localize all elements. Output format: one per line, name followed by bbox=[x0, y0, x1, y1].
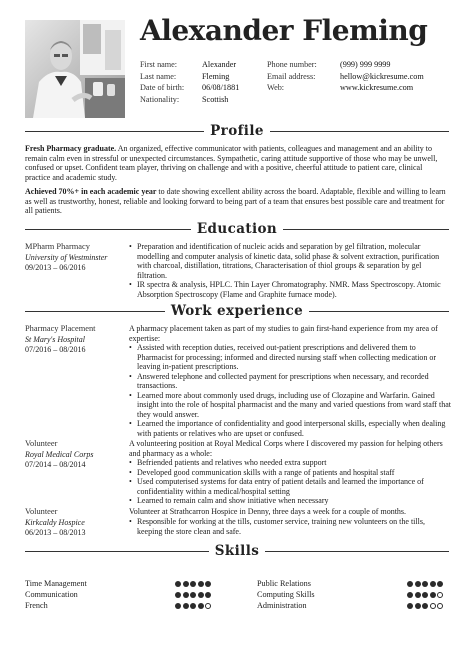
skill-rating bbox=[175, 592, 211, 598]
education-bullets bbox=[129, 242, 451, 299]
profile-highlight-2: Achieved 70%+ in each academic year bbox=[25, 187, 157, 196]
filled-dot-icon bbox=[205, 592, 211, 598]
filled-dot-icon bbox=[190, 592, 196, 598]
list-item: • Responsible for working at the tills, customer service, training new volunteers on the tills, keeping the store clean and safe. bbox=[129, 517, 451, 536]
empty-dot-icon bbox=[437, 603, 443, 609]
list-item: • Learned the importance of confidentiality and good interpersonal skills, especially when dealing with patients or relatives who are upset or confused. bbox=[129, 419, 451, 438]
date-of-birth-label: Date of birth: bbox=[140, 83, 185, 93]
skill-rating bbox=[407, 581, 443, 587]
skill-name: Communication bbox=[25, 589, 78, 599]
work-title: Work experience bbox=[165, 303, 309, 319]
job-dates: 07/2014 – 08/2014 bbox=[25, 460, 86, 469]
filled-dot-icon bbox=[175, 581, 181, 587]
email-label: Email address: bbox=[267, 71, 316, 81]
list-item: • Used computerised systems for data entry of patient details and learned the importance of confidentiality within a medical/hospital setting bbox=[129, 477, 451, 496]
skills-title: Skills bbox=[209, 543, 266, 559]
filled-dot-icon bbox=[437, 581, 443, 587]
candidate-name: Alexander Fleming bbox=[140, 14, 428, 47]
filled-dot-icon bbox=[407, 592, 413, 598]
first-name-label: First name: bbox=[140, 60, 178, 69]
empty-dot-icon bbox=[205, 603, 211, 609]
list-item: • Preparation and identification of nucleic acids and separation by gel filtration, molecular modelling and computer analysis of kinetic data, solid phase & solvent extraction, purification with charcoal, distillation, titrations, Characterisation of thiol groups & separation by gel filtration. bbox=[129, 242, 451, 280]
filled-dot-icon bbox=[183, 581, 189, 587]
filled-dot-icon bbox=[198, 581, 204, 587]
profile-paragraph-1 bbox=[25, 144, 449, 182]
filled-dot-icon bbox=[190, 603, 196, 609]
filled-dot-icon bbox=[430, 581, 436, 587]
filled-dot-icon bbox=[407, 603, 413, 609]
last-name-value: Fleming bbox=[202, 71, 230, 81]
job-title: Pharmacy Placement bbox=[25, 324, 96, 333]
filled-dot-icon bbox=[430, 592, 436, 598]
empty-dot-icon bbox=[430, 603, 436, 609]
person-portrait-icon bbox=[25, 20, 125, 118]
job-title: Volunteer bbox=[25, 439, 58, 448]
job-description: A volunteering position at Royal Medical Corps where I discovered my passion for helping others and pharmacy as a whole: bbox=[129, 439, 443, 458]
list-item: • Assisted with reception duties, received out-patient prescriptions and delivered them to Pharmacist for processing; informed and directed nursing staff when collecting medication or leaving in-patient prescriptions. bbox=[129, 343, 451, 372]
filled-dot-icon bbox=[183, 603, 189, 609]
job-bullets bbox=[129, 458, 451, 506]
filled-dot-icon bbox=[175, 592, 181, 598]
skill-name: French bbox=[25, 600, 48, 610]
filled-dot-icon bbox=[415, 603, 421, 609]
work-heading bbox=[25, 303, 449, 319]
filled-dot-icon bbox=[422, 592, 428, 598]
profile-heading bbox=[25, 123, 449, 139]
web-label: Web: bbox=[267, 83, 285, 93]
empty-dot-icon bbox=[437, 592, 443, 598]
personal-info-values bbox=[202, 59, 239, 105]
education-title: Education bbox=[191, 221, 283, 237]
education-school: University of Westminster bbox=[25, 253, 108, 262]
skill-rating bbox=[407, 592, 443, 598]
filled-dot-icon bbox=[183, 592, 189, 598]
list-item: • IR spectra & analysis, HPLC. Thin Layer Chromatography. NMR. Mass Spectroscopy. Atomic Absorption Spectroscopy (Flame and Graphite furnace mode). bbox=[129, 280, 451, 299]
list-item: • Developed good communication skills with a range of patients and hospital staff bbox=[129, 468, 451, 478]
skills-heading bbox=[25, 543, 449, 559]
profile-title: Profile bbox=[204, 123, 270, 139]
filled-dot-icon bbox=[415, 592, 421, 598]
skill-name: Time Management bbox=[25, 579, 87, 588]
filled-dot-icon bbox=[198, 603, 204, 609]
list-item: • Learned to remain calm and show initiative when necessary bbox=[129, 496, 451, 506]
filled-dot-icon bbox=[205, 581, 211, 587]
nationality-value: Scottish bbox=[202, 94, 229, 104]
email-link[interactable]: hellow@kickresume.com bbox=[340, 71, 424, 81]
profile-text-1: An organized, effective communicator with patients, colleagues and management and an ability to remain calm even in stressful or unexpected circumstances. Sympathetic, caring attitude supportive of those who may be unwell, confused or upset. Confident team player, thriving on challenge and with a positive, cheerful attitude to patient care, clinical practice and academic study. bbox=[25, 144, 438, 182]
filled-dot-icon bbox=[407, 581, 413, 587]
filled-dot-icon bbox=[422, 581, 428, 587]
filled-dot-icon bbox=[190, 581, 196, 587]
job-bullets bbox=[129, 517, 451, 536]
personal-info-labels bbox=[140, 59, 184, 105]
job-bullets bbox=[129, 343, 451, 438]
contact-info-labels bbox=[267, 59, 317, 94]
filled-dot-icon bbox=[415, 581, 421, 587]
job-employer: Royal Medical Corps bbox=[25, 450, 94, 459]
profile-highlight-1: Fresh Pharmacy graduate. bbox=[25, 144, 117, 153]
job-description: A pharmacy placement taken as part of my studies to gain first-hand experience from my area of expertise: bbox=[129, 324, 438, 343]
job-description: Volunteer at Strathcarron Hospice in Denny, three days a week for a couple of months. bbox=[129, 507, 407, 516]
list-item: • Befriended patients and relatives who needed extra support bbox=[129, 458, 451, 468]
skill-rating bbox=[175, 603, 211, 609]
contact-info-values bbox=[340, 59, 424, 94]
nationality-label: Nationality: bbox=[140, 94, 180, 104]
job-title: Volunteer bbox=[25, 507, 58, 516]
list-item: • Answered telephone and collected payment for prescriptions when necessary, and recorded transactions. bbox=[129, 372, 451, 391]
filled-dot-icon bbox=[175, 603, 181, 609]
web-link[interactable]: www.kickresume.com bbox=[340, 83, 414, 93]
date-of-birth-value: 06/08/1881 bbox=[202, 83, 240, 93]
skill-rating bbox=[175, 581, 211, 587]
profile-photo bbox=[25, 20, 125, 118]
job-dates: 06/2013 – 08/2013 bbox=[25, 528, 86, 537]
list-item: • Learned more about commonly used drugs, including use of Clozapine and Warfarin. Gained insight into the role of hospital pharmacist and the many and varied questions from ward staff that they would answer. bbox=[129, 391, 451, 420]
skill-name: Public Relations bbox=[257, 579, 311, 588]
last-name-label: Last name: bbox=[140, 71, 177, 81]
profile-paragraph-2 bbox=[25, 187, 449, 216]
education-degree: MPharm Pharmacy bbox=[25, 242, 90, 251]
profile-text-2: to date showing excellent ability across the board. Adaptable, flexible and willing to learn as well as trustworthy, honest, reliable and looking forward to being part of a team that ensures best possible care and treatment for all patients. bbox=[25, 187, 446, 216]
skill-name: Computing Skills bbox=[257, 589, 315, 599]
filled-dot-icon bbox=[422, 603, 428, 609]
education-dates: 09/2013 – 06/2016 bbox=[25, 263, 86, 272]
job-employer: St Mary's Hospital bbox=[25, 335, 85, 344]
job-dates: 07/2016 – 08/2016 bbox=[25, 345, 86, 354]
job-employer: Kirkcaldy Hospice bbox=[25, 518, 85, 527]
skill-name: Administration bbox=[257, 600, 307, 610]
filled-dot-icon bbox=[198, 592, 204, 598]
first-name-value: Alexander bbox=[202, 60, 237, 69]
education-heading bbox=[25, 221, 449, 237]
phone-value: (999) 999 9999 bbox=[340, 60, 391, 69]
phone-label: Phone number: bbox=[267, 60, 317, 69]
skill-rating bbox=[407, 603, 443, 609]
